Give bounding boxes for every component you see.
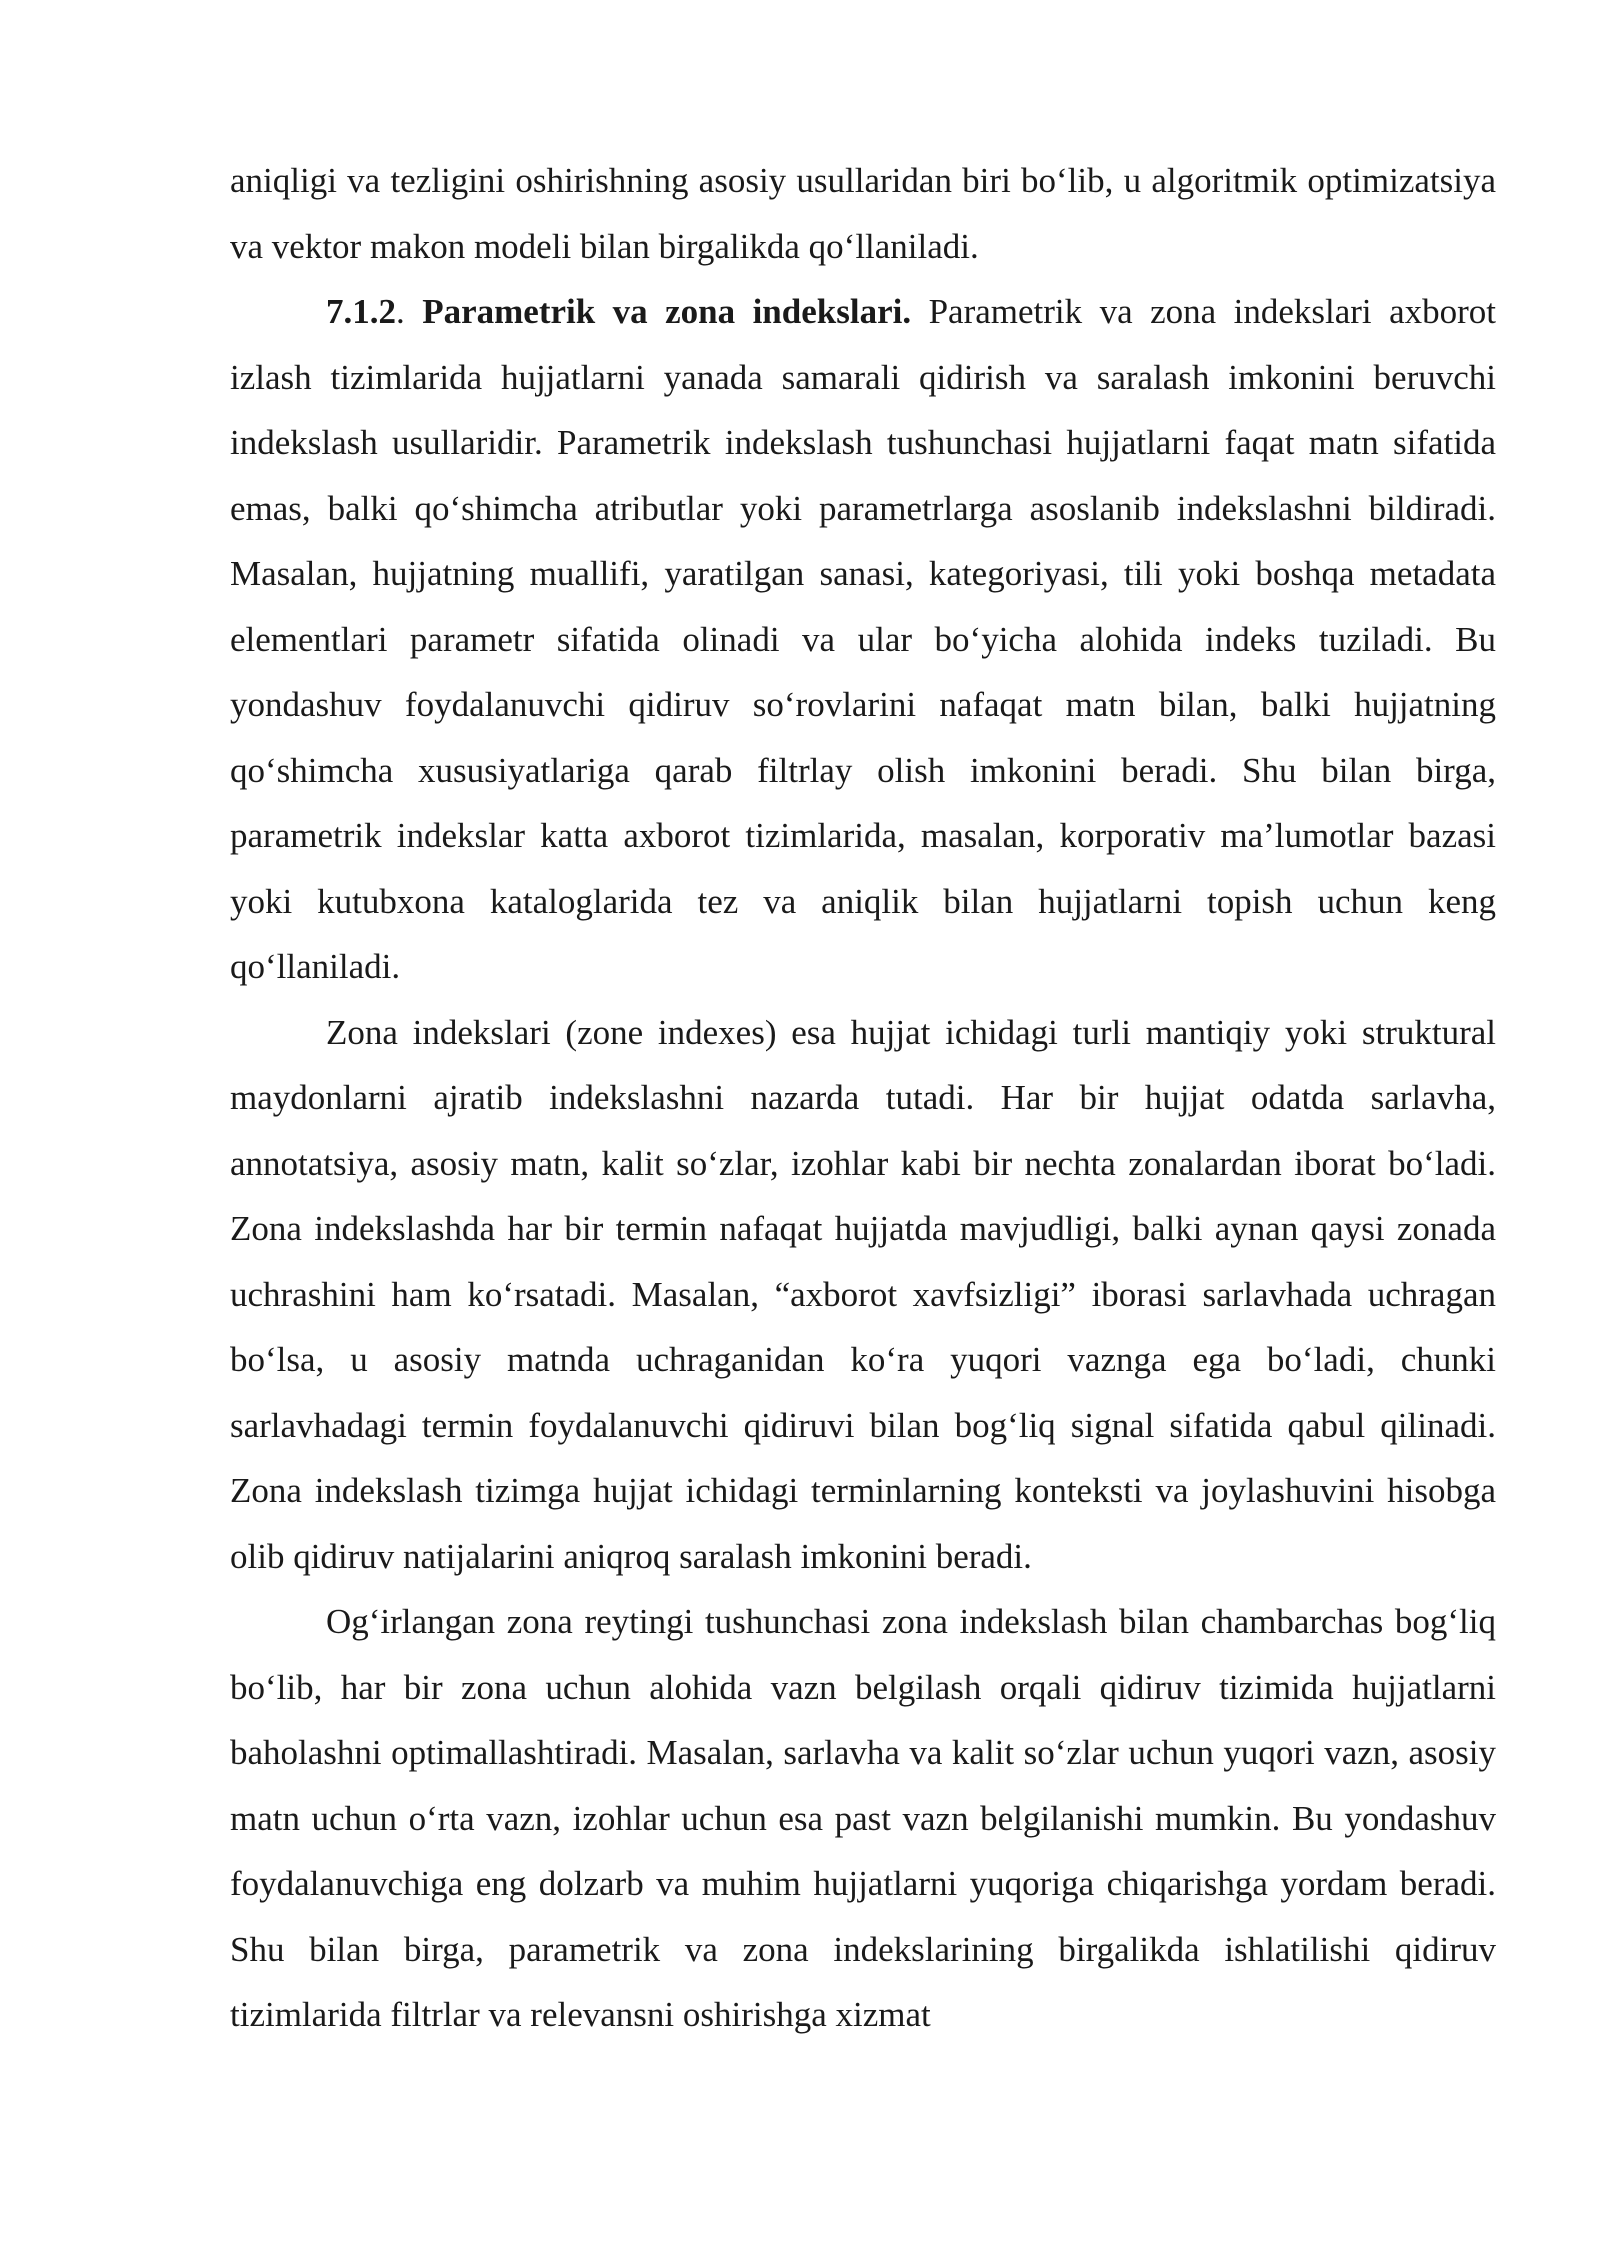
paragraph-continuation <box>230 148 1496 279</box>
paragraph-section-7-1-2 <box>230 279 1496 1000</box>
document-page <box>230 148 1496 2048</box>
paragraph-weighted-zone-rating <box>230 1589 1496 2048</box>
paragraph-text: aniqligi va tezligini oshirishning asosiy usullaridan biri bo‘lib, u algoritmik optimizatsiya va vektor makon modeli bilan birgalikda qo‘llaniladi. <box>230 161 1496 266</box>
section-title: Parametrik va zona indekslari. <box>422 292 912 331</box>
paragraph-text: Og‘irlangan zona reytingi tushunchasi zona indekslash bilan chambarchas bog‘liq bo‘lib, har bir zona uchun alohida vazn belgilash orqali qidiruv tizimida hujjatlarni baholashni optimallashtiradi. Masalan, sarlavha va kalit so‘zlar uchun yuqori vazn, asosiy matn uchun o‘rta vazn, izohlar uchun esa past vazn belgilanishi mumkin. Bu yondashuv foydalanuvchiga eng dolzarb va muhim hujjatlarni yuqoriga chiqarishga yordam beradi. Shu bilan birga, parametrik va zona indekslarining birgalikda ishlatilishi qidiruv tizimlarida filtrlar va relevansni oshirishga xizmat <box>230 1602 1496 2034</box>
paragraph-zone-indexes <box>230 1000 1496 1590</box>
paragraph-text: Zona indekslari (zone indexes) esa hujjat ichidagi turli mantiqiy yoki struktural maydonlarni ajratib indekslashni nazarda tutadi. Har bir hujjat odatda sarlavha, annotatsiya, asosiy matn, kalit so‘zlar, izohlar kabi bir nechta zonalardan iborat bo‘ladi. Zona indekslashda har bir termin nafaqat hujjatda mavjudligi, balki aynan qaysi zonada uchrashini ham ko‘rsatadi. Masalan, “axborot xavfsizligi” iborasi sarlavhada uchragan bo‘lsa, u asosiy matnda uchraganidan ko‘ra yuqori vaznga ega bo‘ladi, chunki sarlavhadagi termin foydalanuvchi qidiruvi bilan bog‘liq signal sifatida qabul qilinadi. Zona indekslash tizimga hujjat ichidagi terminlarning konteksti va joylashuvini hisobga olib qidiruv natijalarini aniqroq saralash imkonini beradi. <box>230 1012 1496 1576</box>
paragraph-text: Parametrik va zona indekslari axborot izlash tizimlarida hujjatlarni yanada samarali qidirish va saralash imkonini beruvchi indekslash usullaridir. Parametrik indekslash tushunchasi hujjatlarni faqat matn sifatida emas, balki qo‘shimcha atributlar yoki parametrlarga asoslanib indekslashni bildiradi. Masalan, hujjatning muallifi, yaratilgan sanasi, kategoriyasi, tili yoki boshqa metadata elementlari parametr sifatida olinadi va ular bo‘yicha alohida indeks tuziladi. Bu yondashuv foydalanuvchi qidiruv so‘rovlarini nafaqat matn bilan, balki hujjatning qo‘shimcha xususiyatlariga qarab filtrlay olish imkonini beradi. Shu bilan birga, parametrik indekslar katta axborot tizimlarida, masalan, korporativ ma’lumotlar bazasi yoki kutubxona kataloglarida tez va aniqlik bilan hujjatlarni topish uchun keng qo‘llaniladi. <box>230 292 1497 986</box>
section-number-separator: . <box>396 292 423 331</box>
section-number: 7.1.2 <box>326 292 396 331</box>
